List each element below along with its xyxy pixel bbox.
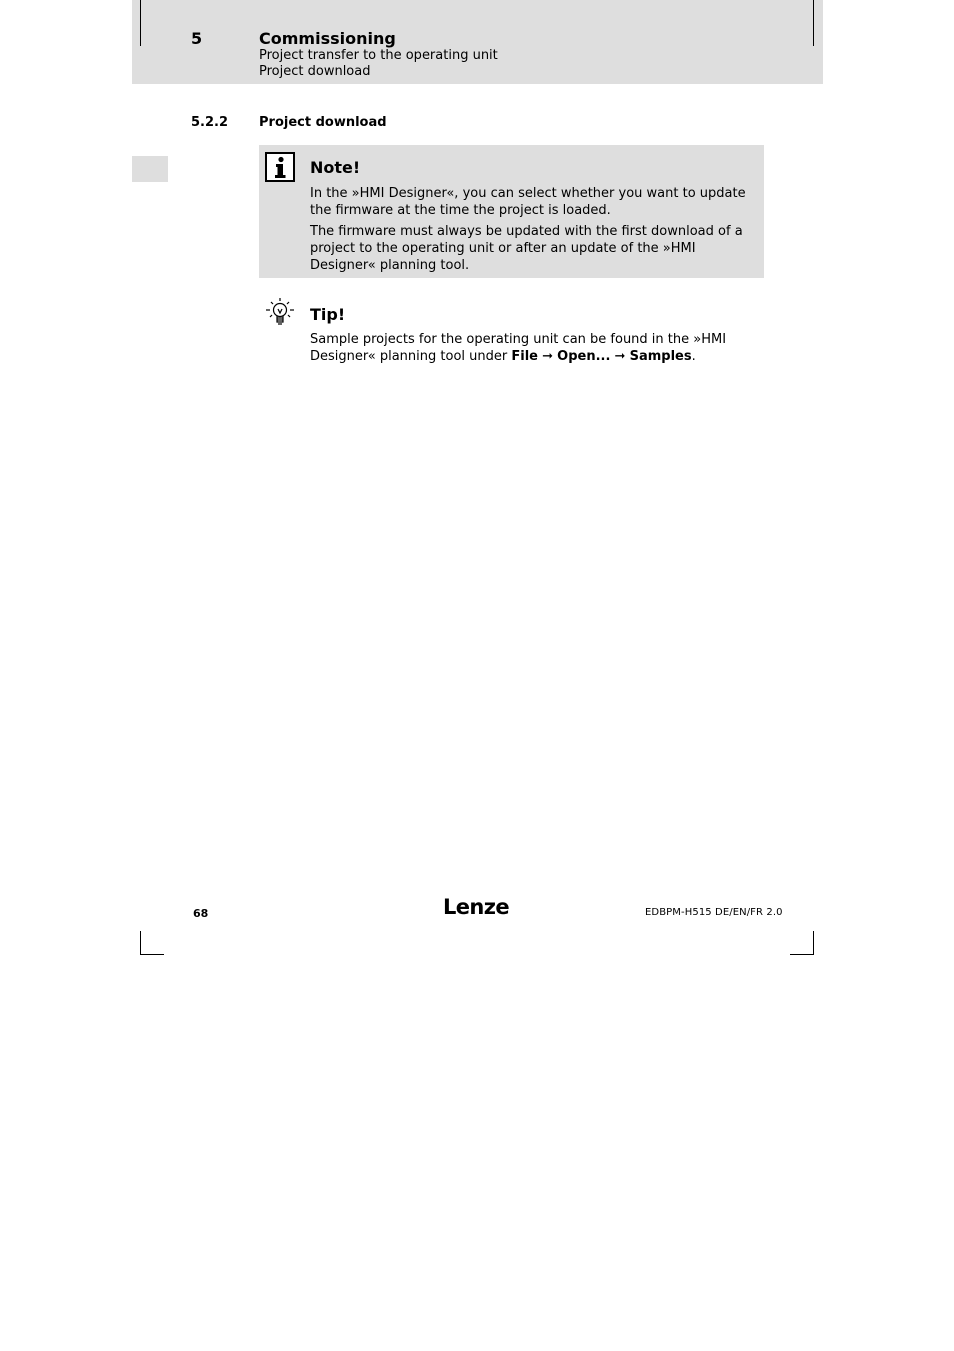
chapter-title: Commissioning — [259, 29, 396, 48]
page-number: 68 — [193, 907, 209, 920]
note-title: Note! — [310, 158, 361, 177]
crop-mark-top-left — [140, 0, 141, 46]
crop-mark-bottom-left-v — [140, 931, 141, 955]
header-subtitle-1: Project transfer to the operating unit — [259, 48, 498, 63]
menu-arrow-2: ➞ — [614, 349, 626, 364]
section-number: 5.2.2 — [191, 115, 229, 130]
note-paragraph-1: In the »HMI Designer«, you can select whether you want to update the firmware at the time the project is loaded. — [310, 186, 746, 218]
lenze-logo: Lenze — [443, 895, 510, 919]
tip-text — [310, 331, 758, 365]
header-band — [132, 0, 823, 84]
tip-title: Tip! — [310, 305, 346, 324]
chapter-number: 5 — [191, 29, 203, 48]
document-id: EDBPM-H515 DE/EN/FR 2.0 — [645, 907, 783, 918]
crop-mark-bottom-left-h — [140, 954, 164, 955]
side-tab-marker — [132, 156, 168, 182]
crop-mark-bottom-right-v — [813, 931, 814, 955]
menu-open: Open... — [557, 349, 611, 364]
crop-mark-top-right — [813, 0, 814, 46]
crop-mark-bottom-right-h — [790, 954, 814, 955]
section-title: Project download — [259, 115, 387, 130]
info-icon — [265, 152, 295, 182]
menu-arrow-1: ➞ — [542, 349, 554, 364]
lightbulb-icon — [263, 296, 297, 330]
menu-samples: Samples — [629, 349, 692, 364]
menu-file: File — [511, 349, 538, 364]
header-subtitle-2: Project download — [259, 64, 371, 79]
tip-text-suffix: . — [691, 349, 696, 364]
note-paragraph-2: The firmware must always be updated with the first download of a project to the operating unit or after an update of the »HMI Designer« planning tool. — [310, 224, 743, 273]
tip-text-prefix: Sample projects for the operating unit can be found in the »HMI Designer« planning tool under — [310, 332, 727, 364]
